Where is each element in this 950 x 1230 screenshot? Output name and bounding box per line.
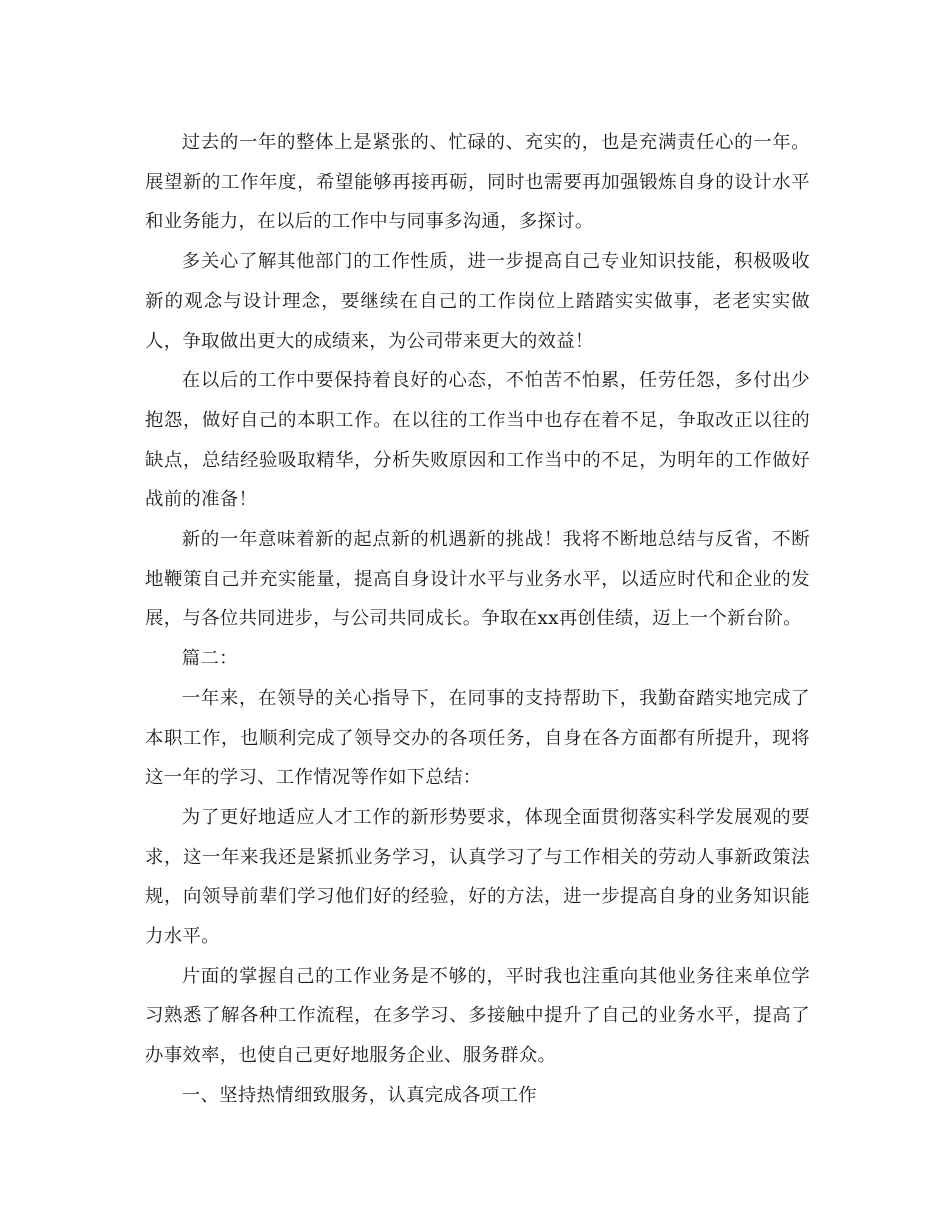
paragraph-5: 一年来，在领导的关心指导下，在同事的支持帮助下，我勤奋踏实地完成了本职工作，也顺利完成了领导交办的各项任务，自身在各方面都有所提升，现将这一年的学习、工作情况等作如下总结： [145,687,810,789]
section-heading-part-two: 篇二： [181,648,238,670]
paragraph-1: 过去的一年的整体上是紧张的、忙碌的、充实的，也是充满责任心的一年。展望新的工作年度，希望能够再接再砺，同时也需要再加强锻炼自身的设计水平和业务能力，在以后的工作中与同事多沟通，多探讨。 [145,132,810,233]
section-heading-one: 一、坚持热情细致服务，认真完成各项工作 [181,1084,537,1106]
paragraph-3: 在以后的工作中要保持着良好的心态，不怕苦不怕累，任劳任怨，多付出少抱怨，做好自己的本职工作。在以往的工作当中也存在着不足，争取改正以往的缺点，总结经验吸取精华，分析失败原因和工作当中的不足，为明年的工作做好战前的准备！ [145,370,810,511]
paragraph-7: 片面的掌握自己的工作业务是不够的，平时我也注重向其他业务往来单位学习熟悉了解各种工作流程，在多学习、多接触中提升了自己的业务水平，提高了办事效率，也使自己更好地服务企业、服务群众。 [145,965,810,1067]
paragraph-4: 新的一年意味着新的起点新的机遇新的挑战！我将不断地总结与反省，不断地鞭策自己并充实能量，提高自身设计水平与业务水平，以适应时代和企业的发展，与各位共同进步，与公司共同成长。争取在xx再创佳绩，迈上一个新台阶。 [145,529,810,630]
paragraph-2: 多关心了解其他部门的工作性质，进一步提高自己专业知识技能，积极吸收新的观念与设计理念，要继续在自己的工作岗位上踏踏实实做事，老老实实做人，争取做出更大的成绩来，为公司带来更大的效益！ [145,251,810,352]
paragraph-6: 为了更好地适应人才工作的新形势要求，体现全面贯彻落实科学发展观的要求，这一年来我还是紧抓业务学习，认真学习了与工作相关的劳动人事新政策法规，向领导前辈们学习他们好的经验，好的方法，进一步提高自身的业务知识能力水平。 [145,806,810,948]
document-body [145,123,810,1116]
